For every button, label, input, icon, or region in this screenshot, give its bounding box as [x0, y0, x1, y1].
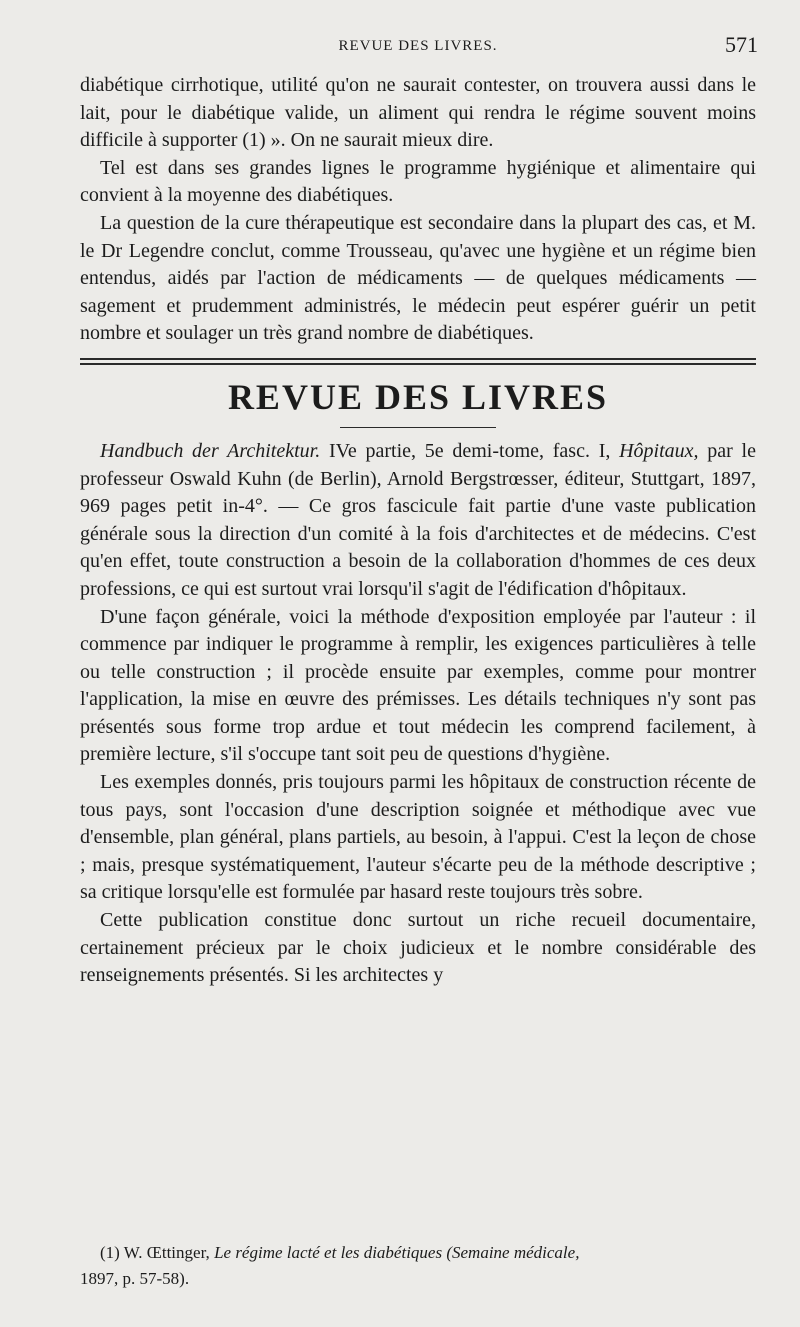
body-paragraph: La question de la cure thérapeutique est secondaire dans la plupart des cas, et M. le Dr Legendre conclut, comme Trousseau, qu'avec une hygiène et un régime bien entendus, aidés par l'action de médicaments — de quelques médicaments — sagement et prudemment administrés, le médecin peut espérer guérir un petit nombre et soulager un très grand nombre de diabétiques.	[80, 211, 756, 345]
footnote-tail: 1897, p. 57-58).	[80, 1269, 190, 1288]
review-paragraph: D'une façon générale, voici la méthode d'exposition employée par l'auteur : il commence par indiquer le programme à remplir, les exigences particulières à telle ou telle construction ; il procède ensuite par exemples, comme pour montrer l'application, la mise en œuvre des prémisses. Les détails techniques n'y sont pas présentés sous forme trop ardue et tout médecin les comprend facilement, à première lecture, s'il s'occupe tant soit peu de questions d'hygiène.	[80, 605, 756, 766]
review-paragraph: Les exemples donnés, pris toujours parmi les hôpitaux de construction récente de tous pays, sont l'occasion d'une description soignée et méthodique avec vue d'ensemble, plan général, plans partiels, au besoin, à l'appui. C'est la leçon de chose ; mais, presque systématiquement, l'auteur s'écarte peu de la méthode descriptive ; sa critique lorsqu'elle est formulée par hasard reste toujours très sobre.	[80, 771, 756, 904]
section-title: REVUE DES LIVRES	[227, 376, 609, 417]
body-paragraph: Tel est dans ses grandes lignes le programme hygiénique et alimentaire qui convient à la moyenne des diabétiques.	[80, 156, 756, 207]
running-title: REVUE DES LIVRES.	[338, 38, 498, 54]
title-underline	[340, 427, 496, 428]
review-paragraph	[80, 438, 756, 604]
review-paragraph: Cette publication constitue donc surtout un riche recueil documentaire, certainement précieux par le choix judicieux et le nombre considérable des renseignements présentés. Si les architectes y	[80, 909, 756, 987]
section-divider	[80, 358, 756, 365]
text-column	[80, 72, 756, 990]
footnote-source: (Semaine médicale,	[442, 1243, 580, 1262]
page-number: 571	[725, 32, 758, 57]
footnote	[80, 1240, 756, 1292]
footnote-marker: (1) W. Œttinger,	[100, 1243, 215, 1262]
book-details: IVe partie, 5e demi-tome, fasc. I,	[320, 439, 620, 462]
review-text: par le professeur Oswald Kuhn (de Berlin), Arnold Bergstrœsser, éditeur, Stuttgart, 1897, 969 pages petit in-4°. — Ce gros fascicule fait partie d'une vaste publication générale sous la direction d'un comité à la fois d'architectes et de médecins. C'est qu'en effet, toute construction a besoin de la collaboration d'hommes de ces deux professions, ce qui est surtout vrai lorsqu'il s'agit de l'édification d'hôpitaux.	[80, 439, 756, 600]
body-paragraph: diabétique cirrhotique, utilité qu'on ne saurait contester, on trouvera aussi dans le lait, pour le diabétique valide, un aliment qui rendra le régime souvent moins difficile à supporter (1) ». On ne saurait mieux dire.	[80, 74, 756, 152]
book-subject: Hôpitaux,	[619, 439, 699, 462]
book-title: Handbuch der Architektur.	[100, 439, 321, 462]
footnote-title: Le régime lacté et les diabétiques	[214, 1243, 443, 1262]
page-header	[78, 30, 758, 62]
